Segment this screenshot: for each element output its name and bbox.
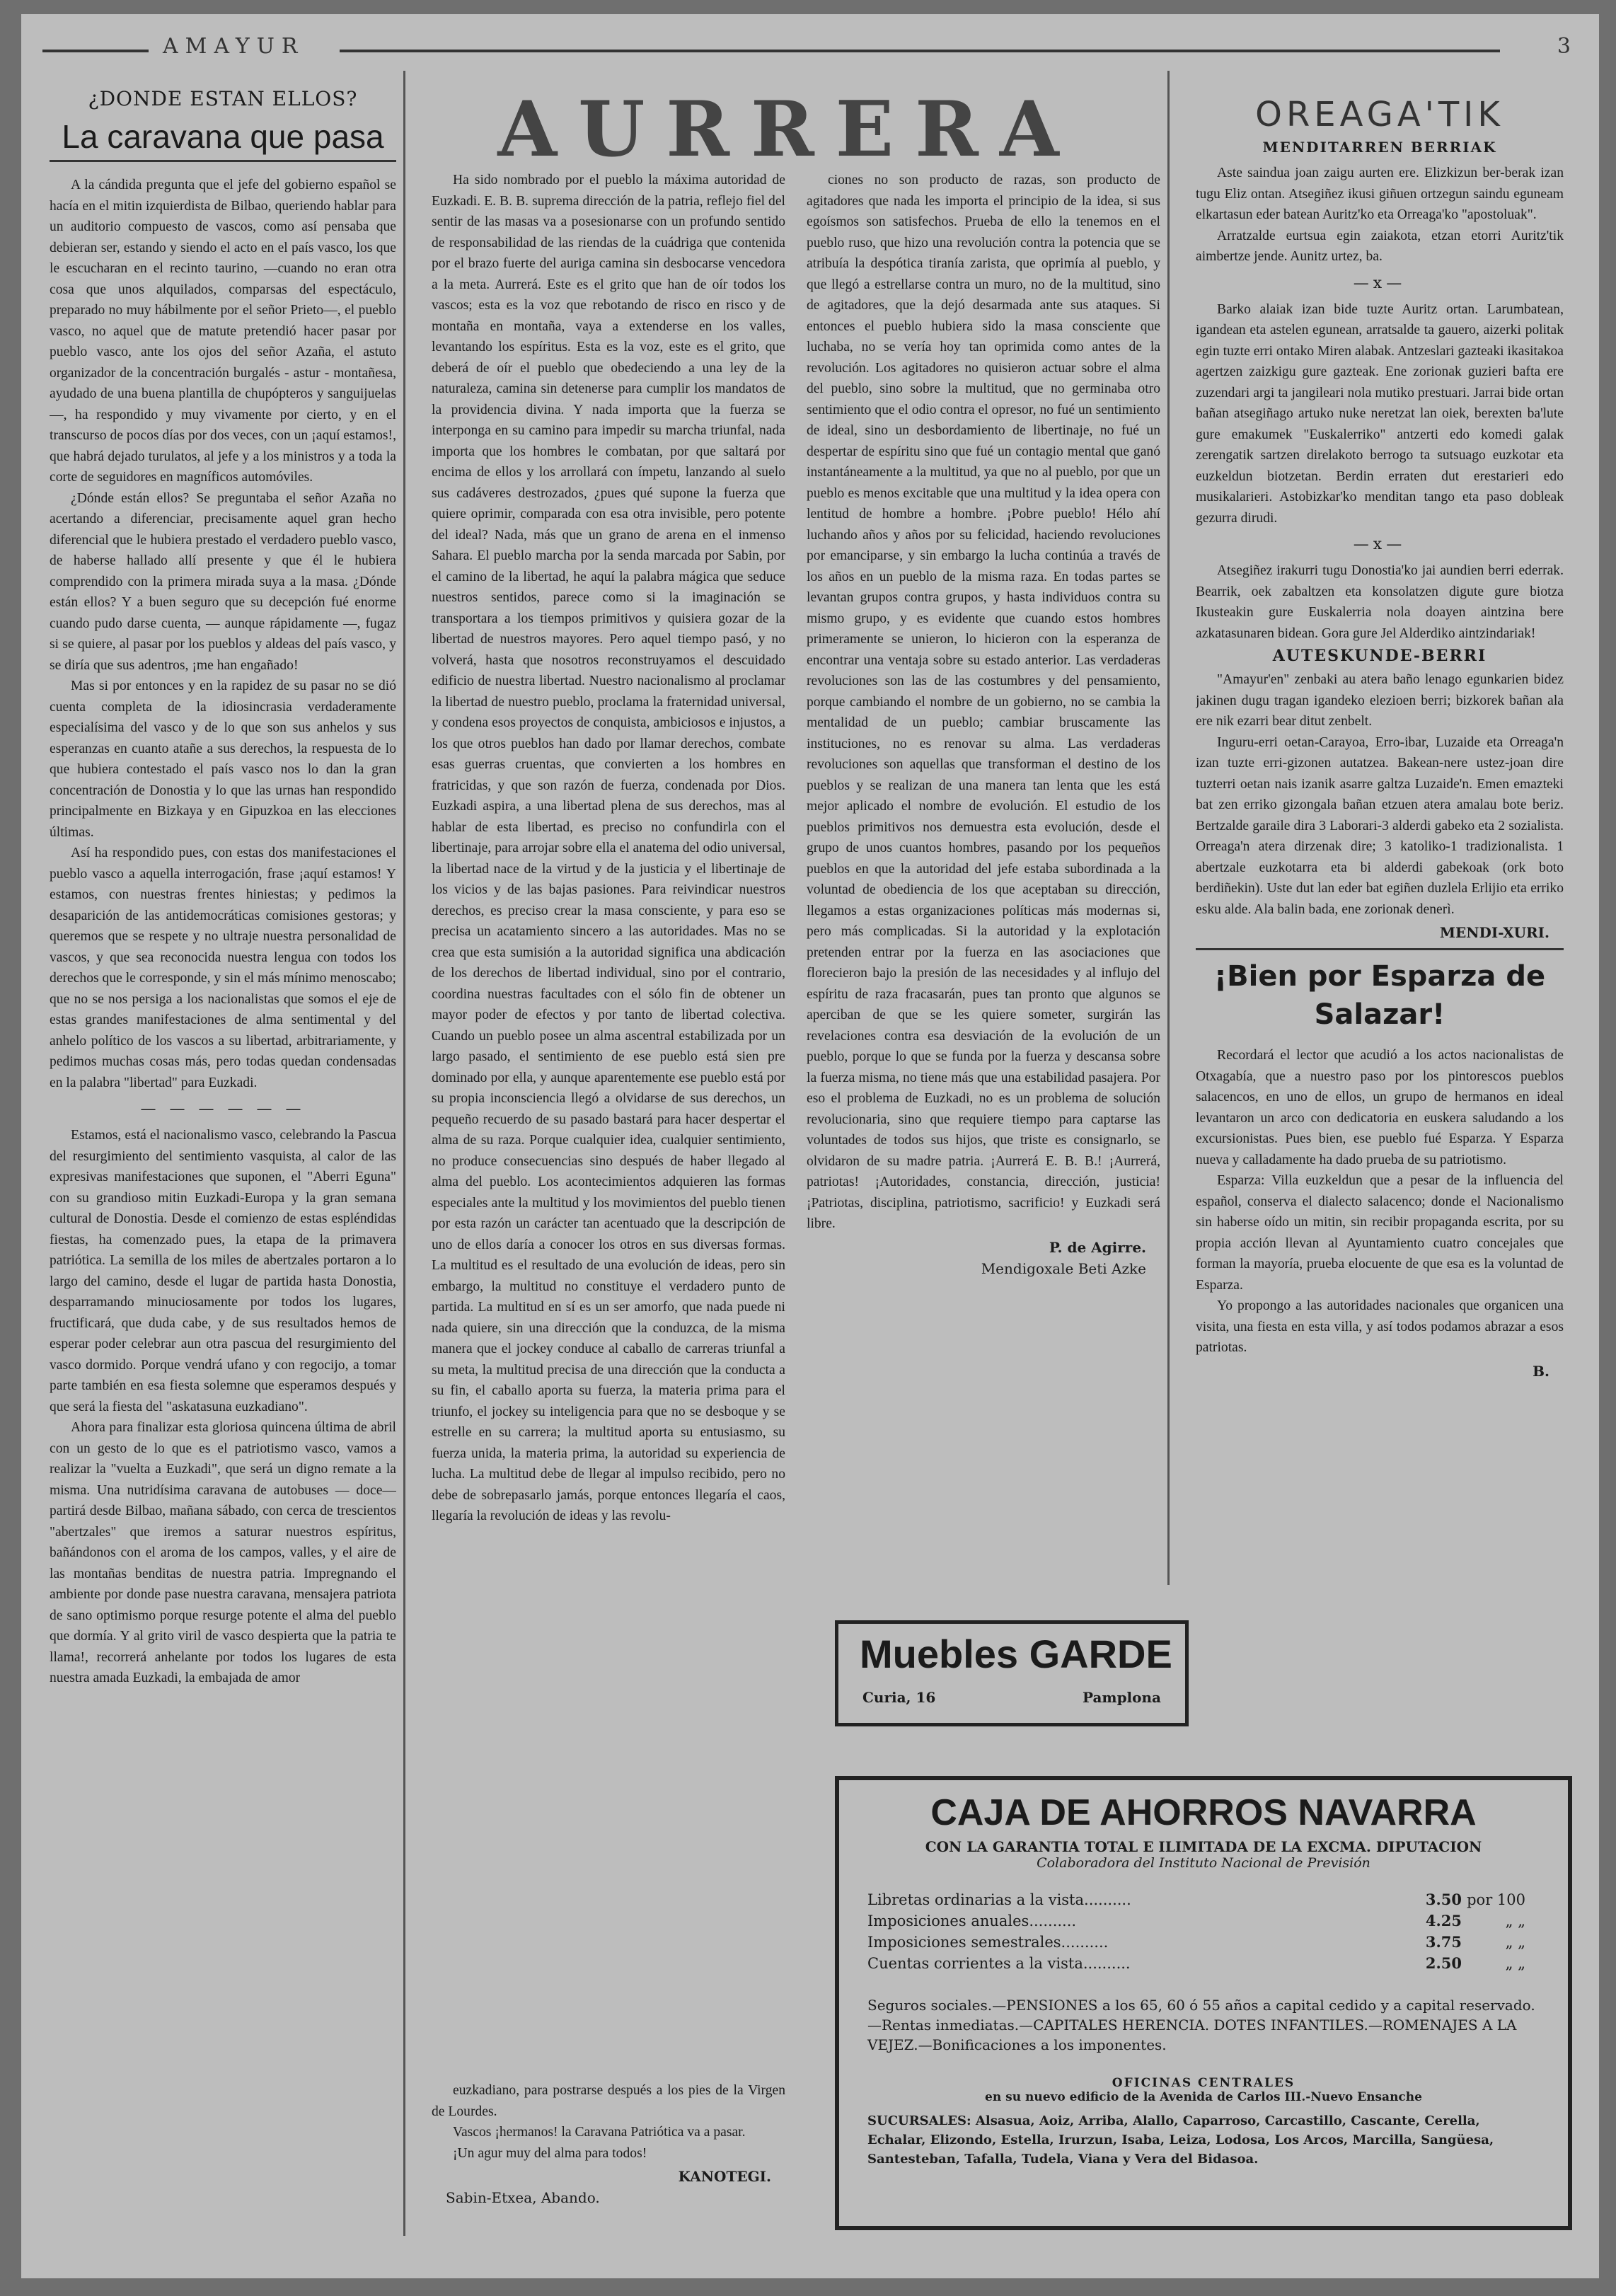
rate-value: 3.75 (1425, 1933, 1462, 1951)
article-kicker: ¿DONDE ESTAN ELLOS? (88, 87, 358, 110)
article-headline: ¡Bien por Esparza de Salazar! (1213, 960, 1546, 1031)
rate-label: Libretas ordinarias a la vista.......... (867, 1891, 1131, 1908)
ad-caja-ahorros (835, 1776, 1572, 2230)
oreaga-title: OREAGA'TIK (1255, 95, 1504, 134)
newspaper-page (21, 14, 1599, 2278)
newspaper-name: AMAYUR (163, 34, 305, 59)
article-headline: La caravana que pasa (50, 117, 396, 162)
article-paragraph: A la cándida pregunta que el jefe del gobierno español se hacía en el mitin izquierdista de Bilbao, queriendo hablar para un auditorio compuesto de vascos, como así pensaba que debieran ser, estando y siendo el acto en el país vasco, los que le escucharan en el recinto taurino, —cuando no eran otra cosa que unos alquilados, comparsas del espectáculo, preparado no muy hábilmente por el señor Prieto—, el pueblo vasco, no aquel que de matute pretendió hacer pasar por pueblo vasco, ante los ojos del señor Azaña, el astuto organizador de la concentración burgalés - astur - montañesa, ayudado de una buena plantilla de chupópteros y sanguijuelas—, ha respondido y muy vivamente por cierto, y en el transcurso de pocos días por dos veces, con un ¡aquí estamos!, que habrá dejado turulatos, al jefe y a los ministros y a toda la corte de seguidores en magníficos automóviles. (50, 178, 396, 485)
article-place: Sabin-Etxea, Abando. (446, 2189, 600, 2206)
article-paragraph: Mas si por entonces y en la rapidez de su pasar no se dió cuenta completa de la idiosincrasia verdaderamente especialísima del vasco y de lo que son sus anhelos y sus esperanzas en cuanto atañe a sus derechos, la respuesta de lo que hubiera contestado el país vasco nos lo dan la gran concentración de Donostia y lo que las urnas han respondido principalmente en Bizkaya y en Gipuzkoa en las elecciones últimas. (50, 679, 396, 840)
rate-unit: „ „ (1505, 1934, 1525, 1951)
ad-city: Pamplona (1082, 1689, 1161, 1706)
article-paragraph: Esparza: Villa euzkeldun que a pesar de la influencia del español, conserva el dialecto salacenco; donde el Nacionalismo sin haberse oído un mitin, sin recibir propaganda escrita, por su propia acción llevan al Ayuntamiento cuatro concejales que forman la mayoría, prueba elocuente de que esa es la voluntad de Esparza. (1196, 1173, 1564, 1293)
article-caravana-end (432, 2080, 785, 2236)
article-paragraph: Yo propongo a las autoridades nacionales que organicen una visita, una fiesta en esta villa, y así todos podamos abrazar a esos patriotas. (1196, 1298, 1564, 1355)
rate-row (867, 1889, 1525, 1910)
rate-unit: por 100 (1467, 1891, 1525, 1908)
article-paragraph: Barko alaiak izan bide tuzte Auritz ortan. Larumbatean, igandean eta astelen egunean, arratsalde ta gauero, aizerki politak egin tuzte erri ontako Miren alabak. Antzeslari gazteaki ikasitakoa agertzen zaizkigu gure gazteak. Ene zorionak guzieri bafta ere zuzendari argi ta jangileari nola mutiko prestuari. Jarrai bide ortan bañan atsegiñago artuko nuke neretzat lan oiek, berexten ba'lute gure emakumek "Euskalerriko" antzerti edo komedi galak zerengatik sartzen direlakoto berrogo ta sutsuago euzkotar eta euzkeldun biotzetan. Berdin erraten dut erestarieri edo musikalarieri. Astobizkar'ko menditan tango eta paso dobleak gezurra dirudi. (1196, 301, 1564, 526)
article-aurrera-col2 (432, 170, 785, 2080)
ad-muebles-garde (835, 1620, 1189, 1726)
ad-guarantee: CON LA GARANTIA TOTAL E ILIMITADA DE LA EXCMA. DIPUTACION (925, 1838, 1482, 1855)
header-rule-left (42, 50, 149, 52)
rate-label: Imposiciones semestrales.......... (867, 1934, 1109, 1951)
article-signature: B. (1533, 1362, 1549, 1380)
section-separator: —x— (1353, 536, 1407, 553)
rates-table (867, 1889, 1525, 1974)
section-separator: — — — — — — (140, 1100, 306, 1118)
article-paragraph: "Amayur'en" zenbaki au atera baño lenago egunkarien bidez jakinen dugu tragan igandeko elezioen berri; bizkorek bañan ala ere nik ezarri bear ditut zenbelt. (1196, 672, 1564, 729)
rate-label: Imposiciones anuales.......... (867, 1913, 1077, 1929)
rate-value: 3.50 (1425, 1891, 1462, 1908)
ad-offices-heading: OFICINAS CENTRALES (1112, 2076, 1295, 2090)
aurrera-title: AURRERA (497, 85, 1080, 174)
article-author: P. de Agirre. (1049, 1238, 1146, 1256)
article-caravana (50, 81, 396, 2261)
rate-value: 2.50 (1425, 1954, 1462, 1972)
oreaga-subtitle: MENDITARREN BERRIAK (1262, 139, 1497, 156)
article-paragraph: Atsegiñez irakurri tugu Donostia'ko jai aundien berri ederrak. Bearrik, oek zabaltzen eta konsolatzen digute gure biotza Ikusteakin gure Euskalerria nola doayen aintzina bere azkatasunaren bidean. Gora gure Jel Alderdiko aintzindariak! (1196, 563, 1564, 641)
article-paragraph: Vascos ¡hermanos! la Caravana Patriótica va a pasar. (453, 2125, 746, 2140)
article-paragraph: Inguru-erri oetan-Carayoa, Erro-ibar, Luzaide eta Orreaga'n izan tuzte erri-gizonen autatzea. Bakean-nere ustez-joan dire tuzterri oetan nais izanik asarre galtza Luzaide'n. Emen emazteki bat zen erriko gizongala bañan etzuen atera amalau bote beriz. Bertzalde garaile dira 3 Laborari-3 alderdi gabeko eta 2 sozialista. Orreaga'n atera dirzenak dire; 3 katoliko-1 tradizionalista. 1 abertzale euzkotarra eta bi alderdi gabekoak (ork boto berdiñekin). Uste dut lan eder bat egiñen duzlela Erlijio eta erriko esku alde. Ala balin bada, ene zorionak denerì. (1196, 734, 1564, 917)
article-aurrera-col3 (807, 170, 1160, 1599)
ad-offices-address: en su nuevo edificio de la Avenida de Carlos III.-Nuevo Ensanche (985, 2090, 1422, 2104)
article-paragraph: ciones no son producto de razas, son producto de agitadores que nada les importa el principio de la idea, si sus egoísmos son satisfechos. Prueba de ello la tenemos en el pueblo ruso, que hizo una revolución contra la potencia que se atribuía la despótica tiranía zarista, que oprimía al pueblo, y que llegó a estrellarse contra un muro, no de la multitud, sino de agitadores, que la dejó desarmada ante sus ataques. Si entonces el pueblo hubiera sido la masa consciente que luchaba, no se vería hoy tan oprimida como antes de la revolución. Los agitadores no quisieron actuar sobre el alma del pueblo, sino sobre la multitud, que no germinaba otro sentimiento que el odio contra el opresor, no fué un sentimiento de ideal, sino un desbordamiento de libertinaje, no fué un despertar de espíritu sino que fué un contagio mental que ganó instantáneamente a la multitud, ya que no al pueblo, por que un pueblo es menos excitable que una multitud y la idea opera con lentitud de hombre a hombre. ¡Pobre pueblo! Hélo ahí luchando años y años por su felicidad, haciendo revoluciones por emanciparse, y sin embargo la lucha continúa a través de los años en un pueblo de la misma raza. En todas partes se levantan grupos contra grupos, y hasta individuos contra su mismo grupo, y es evidente que cuando estos hombres primeramente se unieron, lo hicieron con la esperanza de encontrar una ventaja sobre su estado anterior. Las verdaderas revoluciones son las de las costumbres y del pensamiento, porque cambiando el nombre de un gobierno, no se cambia la mentalidad de un pueblo; cambiar bruscamente las instituciones, no es renovar su alma. Las verdaderas revoluciones son aquellas que transforman el destino de los pueblos y se realizan de una manera tan lenta que les está mejor aplicado el nombre de evolución. El estudio de los pueblos primitivos nos demuestra esta evolución, desde el grupo de unos cuantos hombres, pasando por los pequeños pueblos en que la autoridad del jefe estaba subordinada a la voluntad de obediencia de los que aceptaban su dirección, llegamos a estas organizaciones políticas más modernas si, pero más complicadas. Si la autoridad y la explotación pretenden entrar por la fuerza en las asociaciones que florecieron bajo la presión de las necesidades y al influjo del espíritu de raza fracasarán, pues tan pronto que algunos se aperciban de que se les quiere someter, surgirán las revelaciones contra esa desviación de la evolución de un pueblo, porque lo que se funda por la fuerza y descansa sobre la fuerza misma, no tiene más que una estabilidad pasajera. Por eso el problema de Euzkadi, no es un problema de solución revolucionaria, sino que requiere tiempo para captarse las voluntades de todos sus hijos, que triste es consignarlo, se olvidaron de su madre patria. ¡Aurrerá E. B. B.! ¡Aurrerá, patriotas! ¡Autoridades, constancia, dirección, justicia! ¡Patriotas, disciplina, patriotismo, sacrificio! y Euzkadi será libre. (807, 173, 1160, 1231)
article-signature: KANOTEGI. (678, 2168, 771, 2185)
section-heading: AUTESKUNDE-BERRI (1272, 647, 1487, 665)
rate-unit: „ „ (1505, 1955, 1525, 1972)
article-paragraph: Ahora para finalizar esta gloriosa quincena última de abril con un gesto de lo que es el patriotismo vasco, vamos a realizar la "vuelta a Euzkadi", que será un digno remate a la misma. Una nutridísima caravana de autobuses — doce— partirá desde Bilbao, mañana sábado, con cerca de trescientos "abertzales" que iremos a saturar nuestros espíritus, bañándonos con el aroma de los campos, valles, y el aire de las montañas benditas de nuestra patria. Impregnando el ambiente por donde pase nuestra caravana, mensajera patriota de sano optimismo porque resurge potente el alma del pueblo que dormía. Y al grito viril de vasco despierta que la patria te llama!, recorrerá anhelante por todos los lugares de esta nuestra amada Euzkadi, la embajada de amor (50, 1420, 396, 1685)
rate-label: Cuentas corrientes a la vista.......... (867, 1955, 1131, 1972)
running-header (42, 34, 1571, 62)
rate-row (867, 1910, 1525, 1932)
article-paragraph: Estamos, está el nacionalismo vasco, celebrando la Pascua del resurgimiento del sentimiento vasquista, al calor de las expresivas manifestaciones que suponen, el "Aberri Eguna" con su grandioso mitin Euzkadi-Europa y la gran semana cultural de Donostia. Desde el comienzo de estas espléndidas fiestas, ha comenzado pues, la etapa de la primavera patriótica. La semilla de los miles de abertzales portaron a lo largo del camino, desde el lugar de partida hasta Donostia, desparramando minuciosamente por todos los lugares, fructificará, que duda cabe, y de sus resultados hemos de esperar poder celebrar aun otra pascua del resurgimiento del vasco dormido. Porque vendrá ufano y con regocijo, a tomar parte también en esa fiesta solemne que esperamos después y que será la fiesta del "askatasuna euzkadiano". (50, 1128, 396, 1414)
article-paragraph: Ha sido nombrado por el pueblo la máxima autoridad de Euzkadi. E. B. B. suprema dirección de la patria, reflejo fiel del sentir de las masas va a posesionarse con un profundo sentido de responsabilidad de las riendas de la cuádriga que contenida por el brazo fuerte del auriga camina sin desbocarse vencedora a la meta. Aurrerá. Este es el grito que han de oír todos los vascos; esta es la voz que rebotando de risco en risco y de montaña en montaña, vaya a extenderse en los valles, levantando los espíritus. Esta es la voz, este es el grito, que deberá de oír el pueblo que obedeciendo a una ley de la naturaleza, camina sin detenerse para cumplir los mandatos de la providencia divina. Y nada importa que la fuerza se interponga en su camino para impedir su marcha triunfal, nada importa que los hombres le combatan, por que saltará por encima de ellos y los arrollará con ímpetu, lanzando al suelo sus cadáveres destrozados, ¿pues qué supone la fuerza que quiere oprimir, comparada con esa otra invisible, pero potente del ideal? Nada, más que un grano de arena en el inmenso Sahara. El pueblo marcha por la senda marcada por Sabin, por el camino de la libertad, he aquí la palabra mágica que seduce nuestros sentidos, parece como si la imaginación se transportara a los tiempos primitivos y quisiera gozar de la libertad de nuestros mayores. Pero aquel tiempo pasó, y no volverá, hasta que nosotros reconstruyamos el descuidado edificio de nuestra libertad. Nuestro nacionalismo al proclamar la libertad de nuestro pueblo, proclama la fraternidad universal, y condena esos proyectos de conquista, ambiciosos e injustos, a los que otros pueblos han dado por llamar derechos, combate esas guerras cruentas, que convierten a los hombres en fratricidas, y que son razón de fuerza, condenada por Dios. Euzkadi aspira, a una libertad plena de sus derechos, mas al hablar de esta libertad, es preciso no confundirla con el libertinaje, para arrojar sobre ella el anatema del odio universal, la libertad nace de la virtud y de la justicia y el libertinaje de los vicios y de las bajas pasiones. Para reivindicar nuestros derechos, es preciso crear la masa consciente, y para eso se precisa un acatamiento sincero a las autoridades. Mas no se crea que esta sumisión a la autoridad significa una abdicación de los derechos de libertad individual, sino por el contrario, coordina nuestras facultades con el sólo fin de obtener un mayor poder de efectos y por tanto de libertad colectiva. Cuando un pueblo posee un alma ascentral estabilizada por un largo pasado, el sentimiento de ese pueblo está sien pre dominado por ella, y aunque aparentemente ese pueblo está por su propia inconsciencia llegó a olvidarse de sus derechos, un pequeño recuerdo de su pasado bastará para hacer despertar el alma de su raza. Porque cualquier idea, cualquier sentimiento, no produce consecuencias sino después de haber llegado al alma del pueblo. Los acontecimientos adquieren las formas especiales ante la multitud y los movimientos del pueblo tienen por esta razón un carácter tan acentuado que la descripción de uno de ellos daría a conocer los otros en sus diversas formas. La multitud es el resultado de una evolución de ideas, pero sin embargo, la multitud no constituye el verdadero punto de partida. La multitud en sí es un ser amorfo, que nada puede ni nada quiere, sin una dirección que la conduzca, de la misma manera que el jockey conduce al caballo de carreras triunfal a su meta, la multitud precisa de una dirección que la conducta a su fin, el caballo aporta su fuerza, la materia prima para el triunfo, el jockey su inteligencia para que no se desboque y se estrelle en su carrera; la multitud aporta su entusiasmo, su fuerza unida, la materia prima, la autoridad su experiencia de lucha. La multitud debe de llegar al impulso recibido, pero no debe de sobrepasarlo jamás, porque entonces llegaría el caos, llegaría la revolución de ideas y las revolu- (432, 173, 785, 1523)
article-paragraph: Aste saindua joan zaigu aurten ere. Elizkizun ber-berak izan tugu Eliz ontan. Atsegiñez ikusi giñuen ortzegun saindu eguneam elkartasun eder batean Auritz'ko eta Orreaga'ko "apostoluak". (1196, 166, 1564, 222)
rate-unit: „ „ (1505, 1913, 1525, 1929)
article-paragraph: Recordará el lector que acudió a los actos nacionalistas de Otxagabía, que a nuestro paso por los pintorescos pueblos salacencos, en uno de ellos, un grupo de hermanos en ideal levantaron un arco con dedicatoria en euskera saludando a los excursionistas. Pues bien, ese pueblo fué Esparza. Y Esparza nueva y calladamente ha dado prueba de su patriotismo. (1196, 1048, 1564, 1167)
ad-title: CAJA DE AHORROS NAVARRA (930, 1792, 1477, 1833)
article-paragraph: ¿Dónde están ellos? Se preguntaba el señor Azaña no acertando a diferenciar, precisamente aquel gran hecho diferencial que le hubiera prestado el verdadero pueblo vasco, de haberse hallado allí presente y que él le hubiera comprendido con la primera mirada suya a la masa. ¿Dónde están ellos? Y a buen seguro que su decepción fué enorme cuando pudo darse cuenta, — aunque rápidamente —, fugaz si se quiere, al pasar por los pueblos y aldeas del país vasco, y se diría que sus adentros, ¡me han engañado! (50, 490, 396, 673)
column-divider (1167, 71, 1170, 1585)
article-paragraph: ¡Un agur muy del alma para todos! (453, 2145, 647, 2161)
article-oreaga (1196, 92, 1564, 1776)
divider (1196, 948, 1564, 950)
rate-row (867, 1932, 1525, 1953)
article-paragraph: Así ha respondido pues, con estas dos manifestaciones el pueblo vasco a aquella interrogación, frase ¡aquí estamos! Y estamos, con nuestras frentes hiniestas; y pedimos la desaparición de las antidemocráticas comisiones gestoras; y queremos que se respete y no ultraje nuestra personalidad de vascos, y que sea reconocida nuestra lengua con todos los derechos que le corresponde, y sin el más mínimo menoscabo; que no se nos persiga a los nacionalistas que somos el eje de estas grandes manifestaciones de alma sentimental y del anhelo político de los vascos a su libertad, arbitrariamente, y pedimos muchas cosas más, pero todas quedan condensadas en la palabra "libertad" para Euzkadi. (50, 846, 396, 1090)
rate-value: 4.25 (1425, 1912, 1462, 1929)
ad-title: Muebles GARDE (860, 1632, 1172, 1676)
section-separator: —x— (1353, 274, 1407, 292)
article-paragraph: euzkadiano, para postrarse después a los pies de la Virgen de Lourdes. (432, 2083, 785, 2119)
ad-branches: SUCURSALES: Alsasua, Aoiz, Arriba, Alallo, Caparroso, Carcastillo, Cascante, Cerella, Echalar, Elizondo, Estella, Irurzun, Isaba, Leiza, Lodosa, Los Arcos, Marcilla, Sangüesa, Santesteban, Tafalla, Tudela, Viana y Vera del Bidasoa. (867, 2113, 1494, 2167)
article-signature: MENDI-XURI. (1439, 924, 1549, 941)
ad-collaborator: Colaboradora del Instituto Nacional de Previsión (1037, 1855, 1370, 1871)
header-rule-right (340, 50, 1500, 52)
ad-services: Seguros sociales.—PENSIONES a los 65, 60 ó 55 años a capital cedido y a capital reservado.—Rentas inmediatas.—CAPITALES HERENCIA. DOTES INFANTILES.—ROMENAJES A LA VEJEZ.—Bonificaciones a los imponentes. (867, 1997, 1535, 2053)
article-paragraph: Arratzalde eurtsua egin zaiakota, etzan etorri Auritz'tik aimbertze jende. Aunitz urtez, ba. (1196, 228, 1564, 264)
column-divider (403, 71, 405, 2236)
ad-address: Curia, 16 (862, 1689, 936, 1706)
rate-row (867, 1953, 1525, 1974)
page-number: 3 (1557, 34, 1571, 59)
article-author-place: Mendigoxale Beti Azke (981, 1259, 1146, 1277)
